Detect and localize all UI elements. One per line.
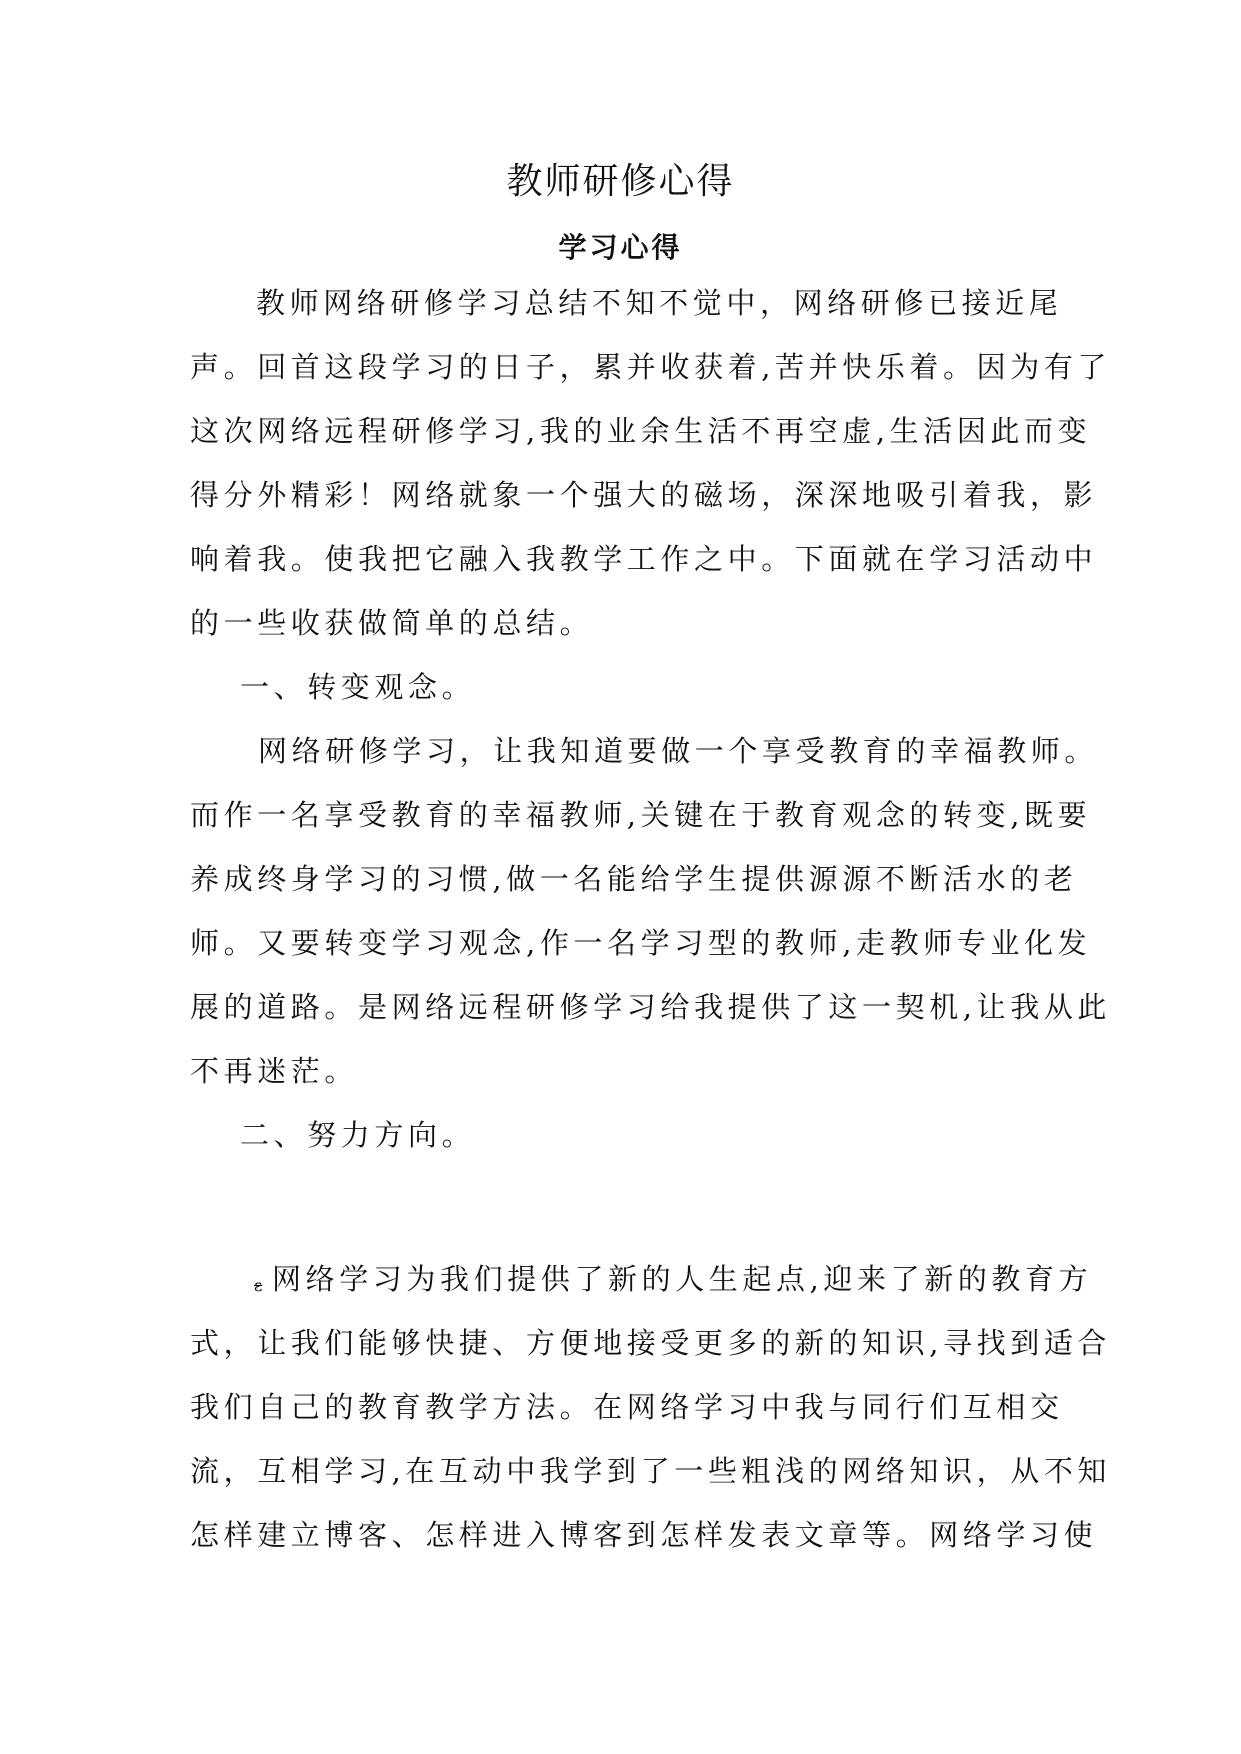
paragraph-line: 流，互相学习,在互动中我学到了一些粗浅的网络知识，从不知 — [190, 1454, 1112, 1488]
paragraph-line: 声。回首这段学习的日子，累并收获着,苦并快乐着。因为有了 — [190, 350, 1112, 384]
paragraph-line: 我们自己的教育教学方法。在网络学习中我与同行们互相交 — [190, 1390, 1064, 1424]
paragraph-line: 展的道路。是网络远程研修学习给我提供了这一契机,让我从此 — [190, 990, 1112, 1024]
document-title: 教师研修心得 — [506, 161, 735, 202]
paragraph-line-text: 网络学习为我们提供了新的人生起点,迎来了新的教育方 — [272, 1262, 1093, 1296]
paragraph-line: 不再迷茫。 — [190, 1054, 359, 1088]
paragraph-line: 养成终身学习的习惯,做一名能给学生提供源源不断活水的老 — [190, 862, 1078, 896]
document-subtitle: 学习心得 — [558, 231, 683, 264]
stray-mark: ε — [254, 1276, 263, 1295]
section-heading: 二、努力方向。 — [240, 1118, 476, 1152]
paragraph-line: 而作一名享受教育的幸福教师,关键在于教育观念的转变,既要 — [190, 798, 1092, 832]
section-heading: 一、转变观念。 — [240, 670, 476, 704]
paragraph-line: 师。又要转变学习观念,作一名学习型的教师,走教师专业化发 — [190, 926, 1092, 960]
paragraph-line: 网络研修学习，让我知道要做一个享受教育的幸福教师。 — [258, 734, 1099, 768]
paragraph-line: 教师网络研修学习总结不知不觉中，网络研修已接近尾 — [256, 286, 1063, 320]
paragraph-line: 式，让我们能够快捷、方便地接受更多的新的知识,寻找到适合 — [190, 1326, 1112, 1360]
paragraph-line: 这次网络远程研修学习,我的业余生活不再空虚,生活因此而变 — [190, 414, 1092, 448]
paragraph-line-with-mark — [254, 1258, 1134, 1300]
paragraph-line: 响着我。使我把它融入我教学工作之中。下面就在学习活动中 — [190, 542, 1098, 576]
paragraph-line: 怎样建立博客、怎样进入博客到怎样发表文章等。网络学习使 — [190, 1518, 1098, 1552]
paragraph-line: 的一些收获做简单的总结。 — [190, 606, 594, 640]
paragraph-line: 得分外精彩！网络就象一个强大的磁场，深深地吸引着我，影 — [190, 478, 1098, 512]
